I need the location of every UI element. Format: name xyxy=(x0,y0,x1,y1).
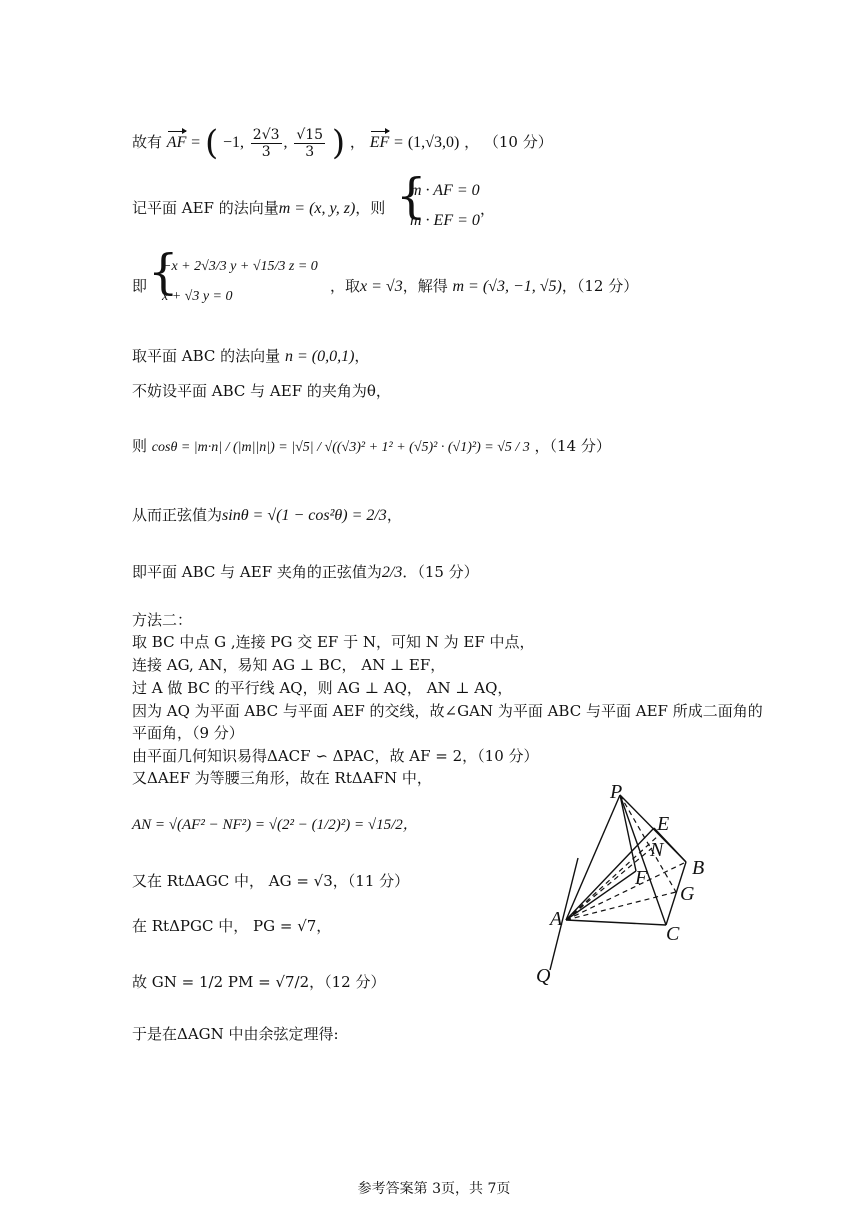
line-normal-vector-aef: 记平面 AEF 的法向量m = (x, y, z)，则 xyxy=(132,199,386,217)
system-eq2: m · EF = 0 xyxy=(410,212,480,229)
method-two-line-10: 在 RtΔPGC 中， PG = √7， xyxy=(132,917,332,935)
line-solve-m: 即 xyxy=(132,277,148,295)
equation-1: { −x + 2√3/3 y + √15/3 z = 0 xyxy=(162,259,318,274)
page-footer: 参考答案第 3页，共 7页 xyxy=(357,1181,511,1197)
score-14: ，（14 分） xyxy=(534,437,611,455)
label-N: N xyxy=(650,839,664,861)
line-conclusion: 即平面 ABC 与 AEF 夹角的正弦值为2/3．（15 分） xyxy=(132,563,479,581)
vector-ef-value: (1,√3,0) xyxy=(407,134,460,151)
method-two-line-5: 平面角，（9 分） xyxy=(132,724,244,742)
document-page: 故有 AF = ( −1, $\frac{2√3}{3}$ , $\frac{√15}{3}$ ) ， EF = (1,√3,0) ， （10 分） 记平面 AEF 的法向量m = (x, y, z)，则 { m · AF = 0 m · EF = 0 ， 即 { −x + 2√3/3 y + √15/3 z = 0 x + √3 y = 0 ，取x = √3，解得 m = (√3, −1, √5)，（12 分） 取平面 ABC 的法向量 n = (0,0,1)， 不妨设平面 ABC 与 AEF 的夹角为θ， 则 cosθ = |m·n| / (|m||n|) = |√5| / √((√3)² + 1² + (√5)² · (√1)²) = √5 / 3 ，（14 分） 从而正弦值为sinθ = √(1 − cos²θ) = 2/3， 即平面 ABC 与 AEF 夹角的正弦值为2/3．（15 分） 方法二： 取 BC 中点 G ,连接 PG 交 EF 于 N，可知 N 为 EF 中点， 连接 AG, AN，易知 AG ⊥ BC， AN ⊥ EF， 过 A 做 BC 的平行线 AQ，则 AG ⊥ AQ， AN ⊥ AQ， 因为 AQ 为平面 ABC 与平面 AEF 的交线，故∠GAN 为平面 ABC 与平面 AEF 所成二面角的 平面角，（9 分） 由平面几何知识易得ΔACF ∽ ΔPAC，故 AF = 2，（10 分） 又ΔAEF 为等腰三角形，故在 RtΔAFN 中， AN = √(AF² − NF²) = √(2² − (1/2)²) = √15/2， 又在 RtΔAGC 中， AG = √3，（11 分） 在 RtΔPGC 中， PG = √7， 故 GN = 1/2 PM = √7/2，（12 分） 于是在ΔAGN 中由余弦定理得: P E N B F G A C Q 参考答案第 3页，共 7页 xyxy=(0,0,868,1227)
line-cos-theta: 则 cosθ = |m·n| / (|m||n|) = |√5| / √((√3)² + 1² + (√5)² · (√1)²) = √5 / 3 ，（14 分） xyxy=(132,437,611,455)
label-B: B xyxy=(692,857,705,879)
cos-formula: cosθ = |m·n| / (|m||n|) = |√5| / √((√3)² + 1² + (√5)² · (√1)²) = √5 / 3 xyxy=(151,440,530,455)
equation-2: x + √3 y = 0 xyxy=(162,289,233,304)
label-Q: Q xyxy=(536,965,551,987)
system-m-dot xyxy=(398,176,480,236)
system-equations xyxy=(150,252,318,312)
score-12: ，（12 分） xyxy=(561,277,639,295)
pyramid-diagram xyxy=(520,770,720,990)
label-A: A xyxy=(550,908,563,930)
method-two-line-11: 故 GN = 1/2 PM = √7/2，（12 分） xyxy=(132,973,386,991)
line-normal-abc: 取平面 ABC 的法向量 n = (0,0,1)， xyxy=(132,347,370,365)
line-angle-def: 不妨设平面 ABC 与 AEF 的夹角为θ， xyxy=(132,382,391,400)
score-15: ．（15 分） xyxy=(402,563,479,581)
method-two-line-4: 因为 AQ 为平面 ABC 与平面 AEF 的交线，故∠GAN 为平面 ABC 与平面 AEF 所成二面角的 xyxy=(132,702,763,720)
x-choice: x = √3 xyxy=(360,278,403,295)
system-eq1: { m · AF = 0 xyxy=(410,182,480,199)
method-two-line-9: 又在 RtΔAGC 中， AG = √3，（11 分） xyxy=(132,872,410,890)
label-G: G xyxy=(680,883,695,905)
line1-prefix: 故有 xyxy=(132,133,163,151)
label-C: C xyxy=(666,923,680,945)
sin-formula: sinθ = √(1 − cos²θ) = 2/3 xyxy=(222,507,387,524)
label-F: F xyxy=(635,867,648,889)
vector-ef-label: EF xyxy=(369,134,390,151)
line-af-ef-vectors: 故有 AF = ( −1, $\frac{2√3}{3}$ , $\frac{√15}{3}$ ) ， EF = (1,√3,0) ， （10 分） xyxy=(132,123,553,163)
score-10: （10 分） xyxy=(483,133,553,151)
line-sin-theta: 从而正弦值为sinθ = √(1 − cos²θ) = 2/3， xyxy=(132,506,402,524)
method-two-title: 方法二： xyxy=(132,611,193,629)
label-E: E xyxy=(657,813,670,835)
m-result: m = (√3, −1, √5) xyxy=(452,278,562,295)
sin-value: 2/3 xyxy=(381,564,403,581)
method-two-line-12: 于是在ΔAGN 中由余弦定理得: xyxy=(132,1025,339,1043)
label-P: P xyxy=(610,781,623,803)
n-vector: n = (0,0,1) xyxy=(284,348,355,365)
normal-m-def: m = (x, y, z) xyxy=(278,200,356,217)
method-two-line-7: 又ΔAEF 为等腰三角形，故在 RtΔAFN 中， xyxy=(132,769,432,787)
method-two-line-3: 过 A 做 BC 的平行线 AQ，则 AG ⊥ AQ， AN ⊥ AQ， xyxy=(132,679,513,697)
vector-af-label: AF xyxy=(166,134,187,151)
method-two-line-8: AN = √(AF² − NF²) = √(2² − (1/2)²) = √15/2， xyxy=(132,817,418,833)
line2-text: 记平面 AEF 的法向量 xyxy=(132,199,279,217)
method-two-line-1: 取 BC 中点 G ,连接 PG 交 EF 于 N，可知 N 为 EF 中点， xyxy=(132,633,535,651)
method-two-line-2: 连接 AG, AN，易知 AG ⊥ BC， AN ⊥ EF， xyxy=(132,656,446,674)
method-two-line-6: 由平面几何知识易得ΔACF ∽ ΔPAC，故 AF = 2，（10 分） xyxy=(132,747,539,765)
